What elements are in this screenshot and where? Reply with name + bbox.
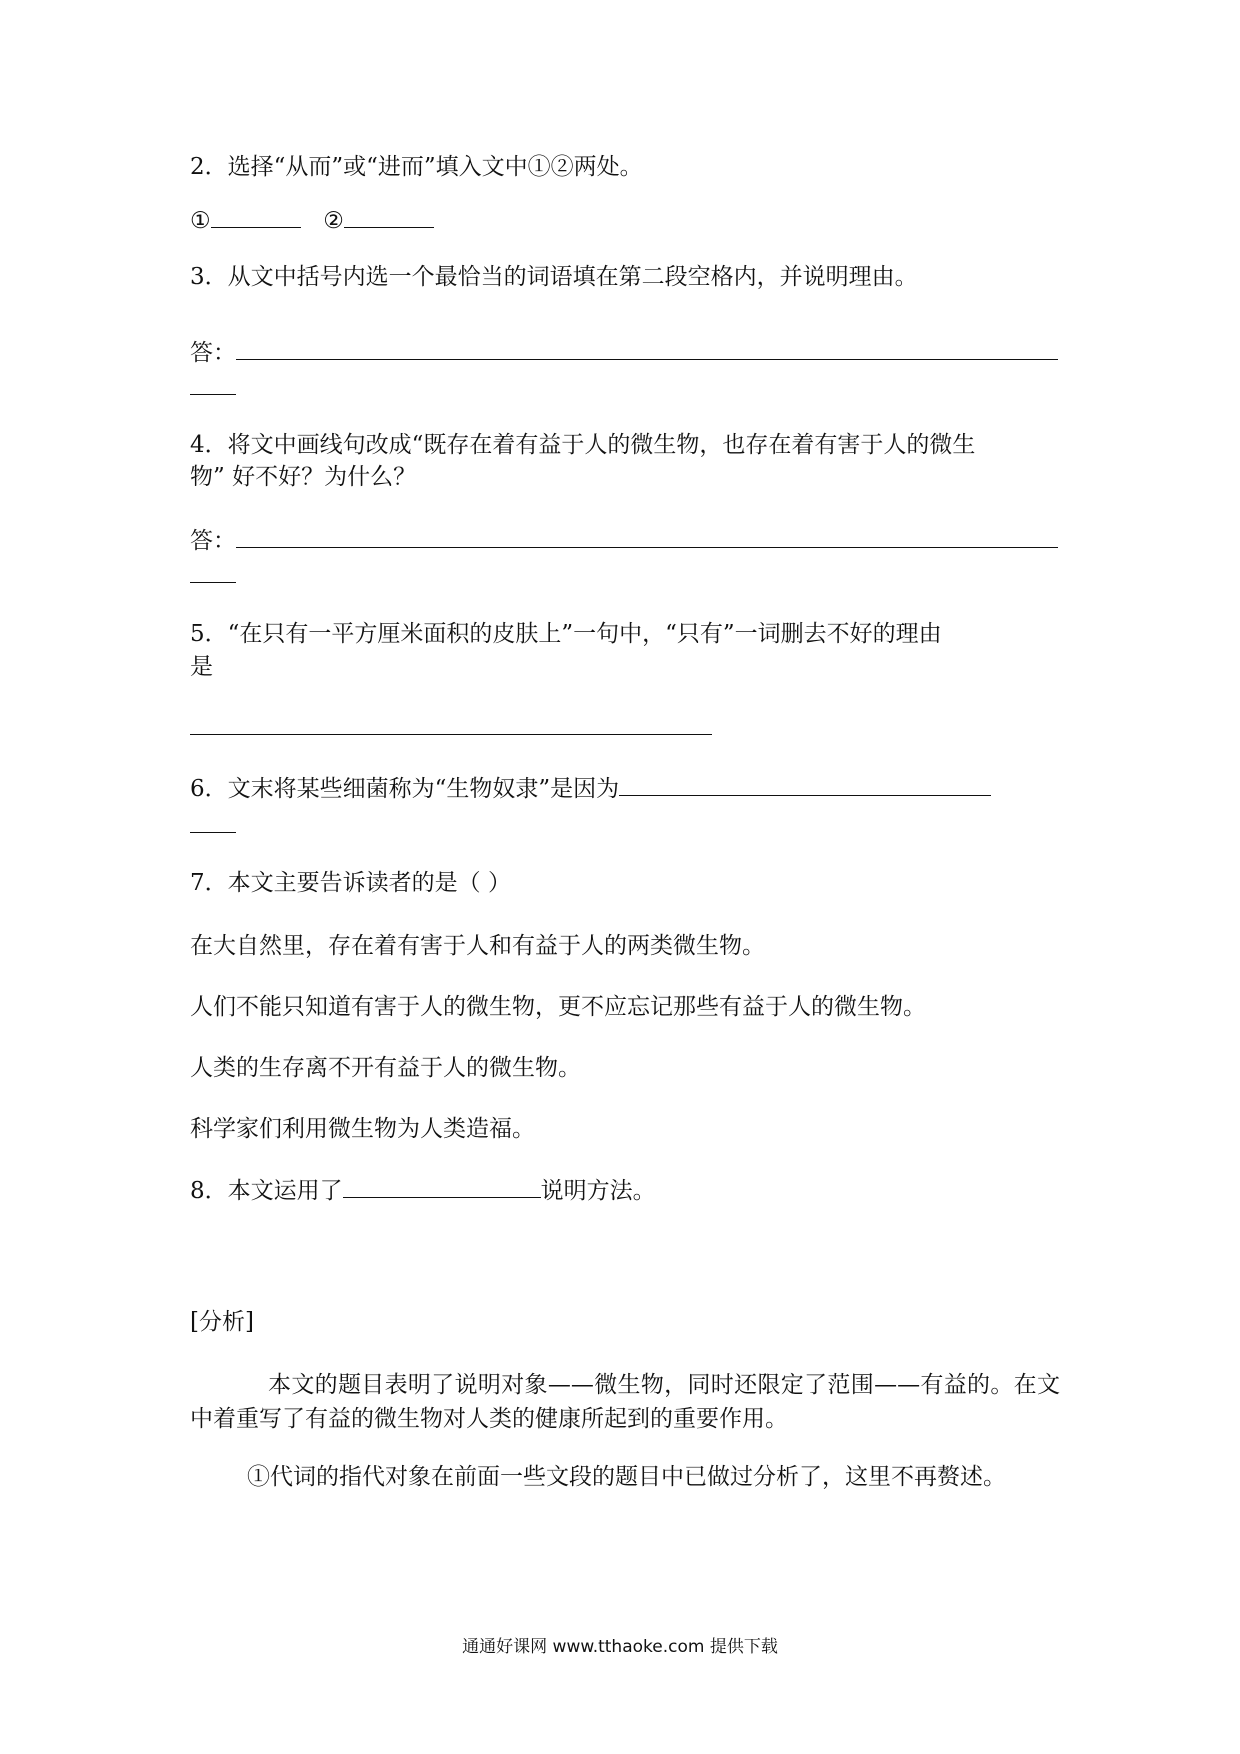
question-4-answer bbox=[190, 523, 1058, 558]
question-3-text: 3．从文中括号内选一个最恰当的词语填在第二段空格内，并说明理由。 bbox=[190, 264, 918, 290]
question-2-text: 2．选择“从而”或“进而”填入文中①②两处。 bbox=[190, 154, 643, 180]
answer-line bbox=[236, 523, 1058, 548]
answer-label: 答： bbox=[190, 340, 236, 366]
answer-label: 答： bbox=[190, 528, 236, 554]
analysis-paragraph-1: 本文的题目表明了说明对象——微生物，同时还限定了范围——有益的。在文中着重写了有益的微生物对人类的健康所起到的重要作用。 bbox=[190, 1372, 1060, 1432]
question-7-option: 人类的生存离不开有益于人的微生物。 bbox=[190, 1055, 581, 1081]
answer-line-continuation bbox=[190, 394, 236, 395]
question-4-text-line-2: 物” 好不好？为什么？ bbox=[190, 464, 417, 490]
question-4-text-line-1: 4．将文中画线句改成“既存在着有益于人的微生物，也存在着有害于人的微生 bbox=[190, 432, 976, 458]
question-7-option: 科学家们利用微生物为人类造福。 bbox=[190, 1116, 535, 1142]
question-3-answer bbox=[190, 335, 1058, 370]
question-5-text-line-1: 5．“在只有一平方厘米面积的皮肤上”一句中，“只有”一词删去不好的理由 bbox=[190, 621, 942, 647]
analysis-heading: [分析] bbox=[190, 1309, 254, 1335]
analysis-paragraph-2: ①代词的指代对象在前面一些文段的题目中已做过分析了，这里不再赘述。 bbox=[247, 1464, 1006, 1490]
question-5-text-line-2: 是 bbox=[190, 654, 213, 680]
question-7-text: 7．本文主要告诉读者的是（ ） bbox=[190, 870, 511, 896]
question-8-text-after: 说明方法。 bbox=[540, 1178, 656, 1204]
question-6-text: 6．文末将某些细菌称为“生物奴隶”是因为 bbox=[190, 776, 620, 802]
blank-2-label: ② bbox=[323, 208, 344, 234]
answer-line-continuation bbox=[190, 832, 236, 833]
question-5-answer-line bbox=[190, 734, 712, 735]
blank-1-label: ① bbox=[190, 208, 211, 234]
question-8-text-before: 8．本文运用了 bbox=[190, 1178, 343, 1204]
answer-line bbox=[343, 1173, 541, 1198]
question-7-option: 人们不能只知道有害于人的微生物，更不应忘记那些有益于人的微生物。 bbox=[190, 994, 926, 1020]
question-2-blanks bbox=[190, 203, 434, 238]
answer-line-continuation bbox=[190, 582, 236, 583]
question-8 bbox=[190, 1173, 656, 1208]
answer-line bbox=[236, 335, 1058, 360]
page-footer: 通通好课网 www.tthaoke.com 提供下载 bbox=[462, 1637, 778, 1657]
answer-line bbox=[619, 771, 991, 796]
question-6 bbox=[190, 771, 991, 806]
blank-2-line bbox=[344, 203, 434, 228]
blank-1-line bbox=[211, 203, 301, 228]
question-7-option: 在大自然里，存在着有害于人和有益于人的两类微生物。 bbox=[190, 933, 765, 959]
